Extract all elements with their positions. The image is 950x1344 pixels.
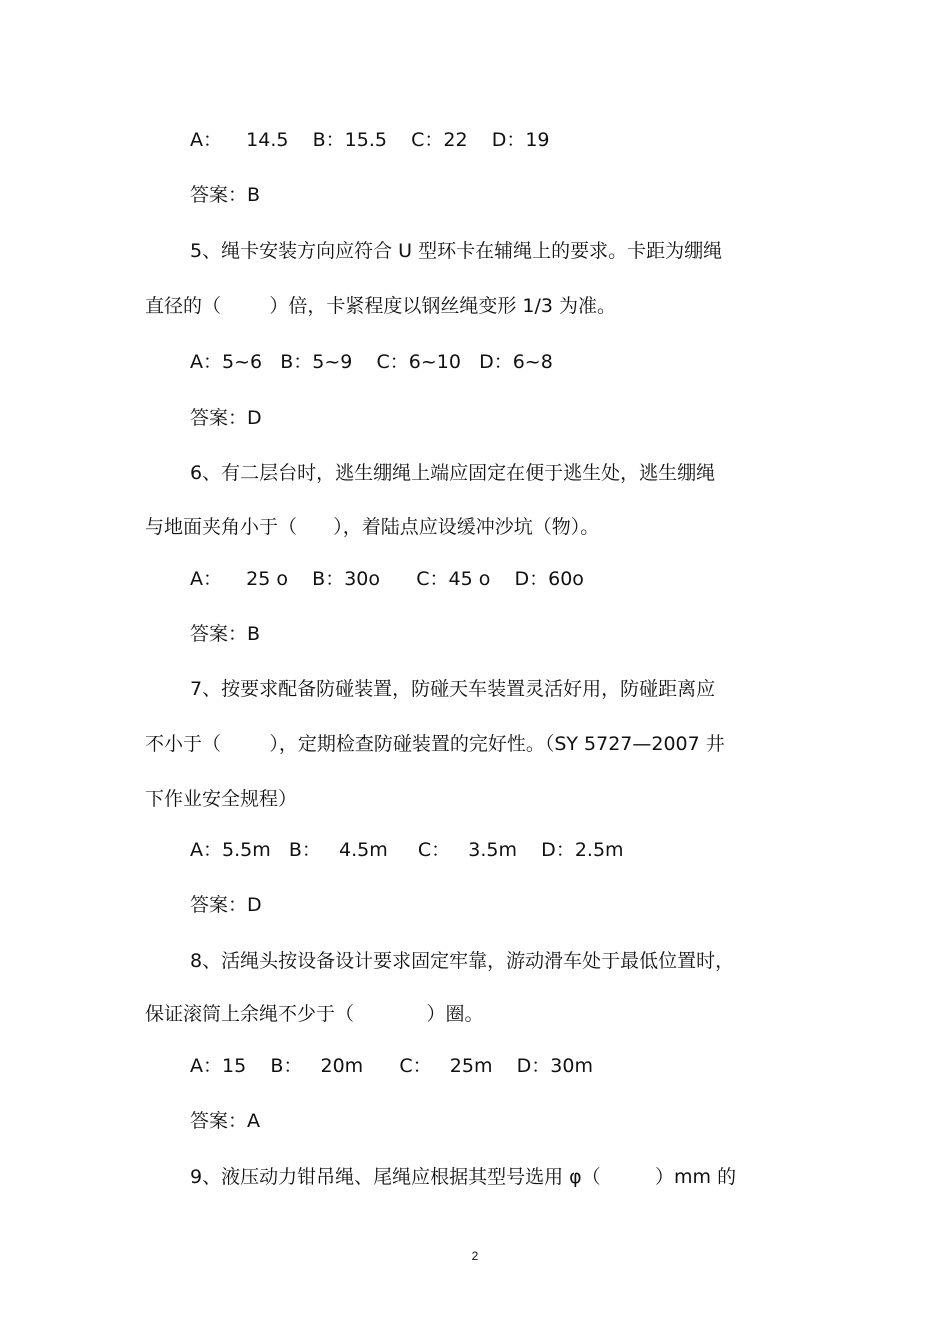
q8-options: A：15 B： 20m C： 25m D：30m bbox=[190, 1055, 593, 1077]
q8-question-line1: 8、活绳头按设备设计要求固定牢靠，游动滑车处于最低位置时， bbox=[190, 950, 735, 972]
q6-question-line1: 6、有二层台时，逃生绷绳上端应固定在便于逃生处，逃生绷绳 bbox=[190, 462, 716, 484]
page-number: 2 bbox=[471, 1249, 479, 1263]
q7-answer: 答案：D bbox=[190, 894, 262, 916]
q7-options: A：5.5m B： 4.5m C： 3.5m D：2.5m bbox=[190, 839, 624, 861]
q4-answer: 答案：B bbox=[190, 184, 261, 206]
q5-answer: 答案：D bbox=[190, 407, 262, 429]
q8-question-line2: 保证滚筒上余绳不少于（ ）圈。 bbox=[145, 1003, 484, 1025]
q6-answer: 答案：B bbox=[190, 623, 261, 645]
q9-question-line1: 9、液压动力钳吊绳、尾绳应根据其型号选用 φ（ ）mm 的 bbox=[190, 1166, 737, 1188]
q5-question-line1: 5、绳卡安装方向应符合 U 型环卡在辅绳上的要求。卡距为绷绳 bbox=[190, 240, 723, 262]
q8-answer: 答案：A bbox=[190, 1110, 260, 1132]
q4-options: A： 14.5 B：15.5 C：22 D：19 bbox=[190, 129, 550, 151]
q6-question-line2: 与地面夹角小于（ ），着陆点应设缓冲沙坑（物）。 bbox=[145, 516, 600, 538]
q7-question-line3: 下作业安全规程） bbox=[145, 788, 298, 810]
q7-question-line1: 7、按要求配备防碰装置，防碰天车装置灵活好用，防碰距离应 bbox=[190, 678, 716, 700]
q5-question-line2: 直径的（ ）倍，卡紧程度以钢丝绳变形 1/3 为准。 bbox=[145, 295, 616, 317]
q5-options: A：5~6 B：5~9 C：6~10 D：6~8 bbox=[190, 351, 553, 373]
q7-question-line2: 不小于（ ），定期检查防碰装置的完好性。（SY 5727—2007 井 bbox=[145, 733, 725, 755]
q6-options: A： 25 o B：30o C：45 o D：60o bbox=[190, 568, 584, 590]
